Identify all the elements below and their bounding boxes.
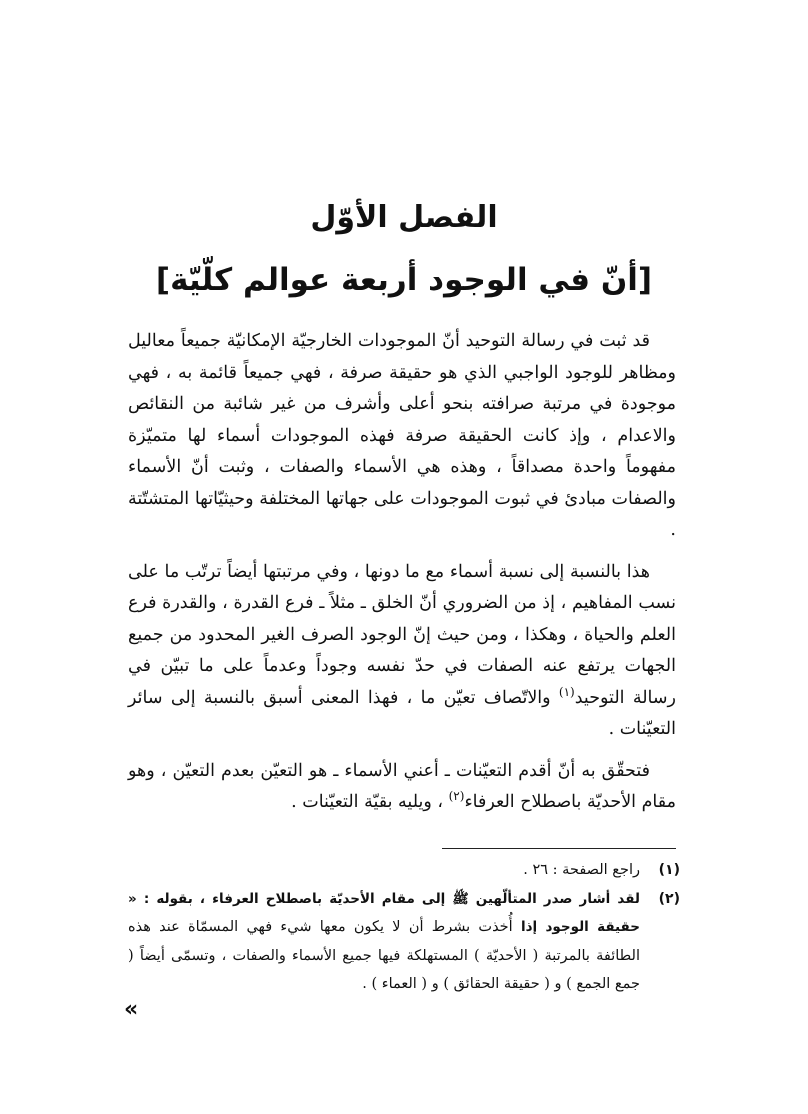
paragraph-3-part-b: ، ويليه بقيّة التعيّنات .	[291, 792, 449, 812]
paragraph-3	[128, 756, 676, 819]
footnote-number: (٢)	[658, 890, 680, 907]
paragraph-2-part-b: والاتّصاف تعيّن ما ، فهذا المعنى أسبق بالنسبة إلى سائر التعيّنات .	[128, 687, 676, 739]
footnote-text	[128, 885, 640, 999]
paragraph-2-part-a: هذا بالنسبة إلى نسبة أسماء مع ما دونها ، وفي مرتبتها أيضاً ترتّب ما على نسب المفاهيم ، إذ من الضروري أنّ الخلق ـ مثلاً ـ فرع القدرة ، والقدرة فرع العلم والحياة ، وهكذا ، ومن حيث إنّ الوجود الصرف الغير المحدود من جميع الجهات يرتفع عنه الصفات في حدّ نفسه وجوداً وعدماً على ما تبيّن في رسالة التوحيد	[128, 561, 676, 708]
continuation-mark: «	[124, 997, 139, 1022]
paragraph-3-part-a: فتحقّق به أنّ أقدم التعيّنات ـ أعني الأسماء ـ هو التعيّن بعدم التعيّن ، وهو مقام الأحديّة باصطلاح العرفاء	[128, 760, 676, 812]
chapter-title: الفصل الأوّل	[310, 200, 498, 235]
footnote-1	[128, 856, 680, 885]
paragraph-1: قد ثبت في رسالة التوحيد أنّ الموجودات الخارجيّة الإمكانيّة جميعاً معاليل ومظاهر للوجود الواجبي الذي هو حقيقة صرفة ، فهي جميعاً قائمة به ، فهي موجودة في مرتبة صرافته بنحو أعلى وأشرف من غير شائبة من النقائص والاعدام ، وإذ كانت الحقيقة صرفة فهذه الموجودات أسماء لها متميّزة مفهوماً واحدة مصداقاً ، وهذه هي الأسماء والصفات ، وثبت أنّ الأسماء والصفات مبادئ في ثبوت الموجودات على جهاتها المختلفة وحيثيّاتها المتشتّتة .	[128, 331, 676, 540]
footnote-divider	[442, 848, 676, 849]
paragraph-2	[128, 557, 676, 746]
footnote-body: أُخذت بشرط أن لا يكون معها شيء فهي المسمّاة عند هذه الطائفة بالمرتبة ( الأحديّة ) المستهلكة فيها جميع الأسماء والصفات ، وتسمّى أيضاً ( جمع الجمع ) و ( حقيقة الحقائق ) و ( العماء ) .	[128, 919, 640, 992]
footnote-reference-1[interactable]: (١)	[558, 684, 575, 699]
footnote-2	[128, 885, 680, 999]
footnote-text	[128, 856, 640, 885]
footnote-body: راجع الصفحة : ٢٦ .	[523, 862, 640, 878]
footnote-lead: لقد أشار صدر المتألّهين ﷺ إلى مقام الأحديّة باصطلاح العرفاء ، بقوله : « حقيقة الوجود إذا	[128, 890, 640, 935]
footnotes	[128, 856, 680, 999]
footnote-number: (١)	[658, 862, 680, 878]
footnote-reference-2[interactable]: (٢)	[448, 789, 465, 804]
chapter-subtitle: [أنّ في الوجود أربعة عوالم كلّيّة]	[155, 262, 653, 298]
body-text	[128, 326, 676, 829]
